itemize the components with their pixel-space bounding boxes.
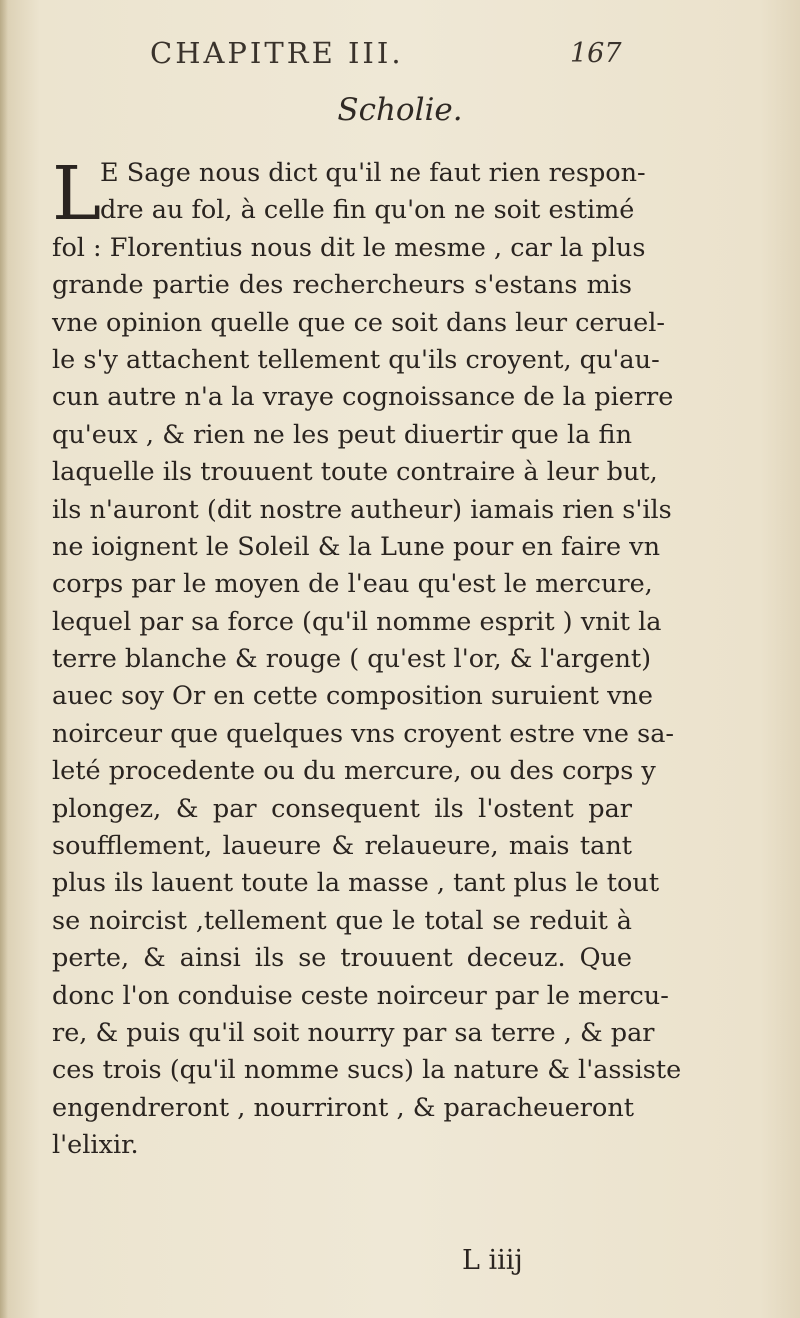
text-line: ils n'auront (dit nostre autheur) iamais rien s'ils xyxy=(52,494,672,525)
text-line: ces trois (qu'il nomme sucs) la nature & l'assiste xyxy=(52,1055,682,1086)
text-line: grande partie des rechercheurs s'estans mis xyxy=(52,270,632,301)
signature-mark: L iiij xyxy=(462,1245,523,1276)
text-line: corps par le moyen de l'eau qu'est le mercure, xyxy=(52,569,653,600)
text-line: soufflement, laueure & relaueure, mais tant xyxy=(52,831,632,862)
section-title: Scholie. xyxy=(337,92,463,128)
running-head: CHAPITRE III. xyxy=(150,36,404,70)
text-line: lequel par sa force (qu'il nomme esprit ) vnit la xyxy=(52,606,662,637)
drop-capital: L xyxy=(52,151,102,237)
text-line: plongez, & par consequent ils l'ostent par xyxy=(52,793,632,824)
text-line: l'elixir. xyxy=(52,1130,139,1161)
text-line: ne ioignent le Soleil & la Lune pour en faire vn xyxy=(52,531,661,562)
text-line: le s'y attachent tellement qu'ils croyent, qu'au- xyxy=(52,344,660,375)
text-line: terre blanche & rouge ( qu'est l'or, & l'argent) xyxy=(52,644,652,675)
text-line: fol : Florentius nous dit le mesme , car la plus xyxy=(52,232,646,263)
text-line: leté procedente ou du mercure, ou des corps y xyxy=(52,756,656,787)
text-line: laquelle ils trouuent toute contraire à leur but, xyxy=(52,457,658,488)
page-number: 167 xyxy=(570,38,622,69)
text-line: re, & puis qu'il soit nourry par sa terre , & par xyxy=(52,1017,655,1048)
text-line: se noircist ,tellement que le total se reduit à xyxy=(52,905,632,936)
text-line: perte, & ainsi ils se trouuent deceuz. Que xyxy=(52,943,632,974)
text-line: qu'eux , & rien ne les peut diuertir que la fin xyxy=(52,419,632,450)
text-line: engendreront , nourriront , & paracheueront xyxy=(52,1092,634,1123)
text-line: plus ils lauent toute la masse , tant plus le tout xyxy=(52,868,660,899)
page-header xyxy=(0,30,800,80)
text-line: E Sage nous dict qu'il ne faut rien respon- xyxy=(100,158,646,188)
text-line: noirceur que quelques vns croyent estre vne sa- xyxy=(52,718,675,749)
text-line: dre au fol, à celle fin qu'on ne soit estimé xyxy=(100,195,635,226)
text-line: auec soy Or en cette composition suruient vne xyxy=(52,681,654,712)
text-line: cun autre n'a la vraye cognoissance de la pierre xyxy=(52,382,674,413)
text-line: vne opinion quelle que ce soit dans leur ceruel- xyxy=(52,307,665,338)
body-text xyxy=(52,151,682,1165)
text-line: donc l'on conduise ceste noirceur par le mercu- xyxy=(52,980,669,1011)
